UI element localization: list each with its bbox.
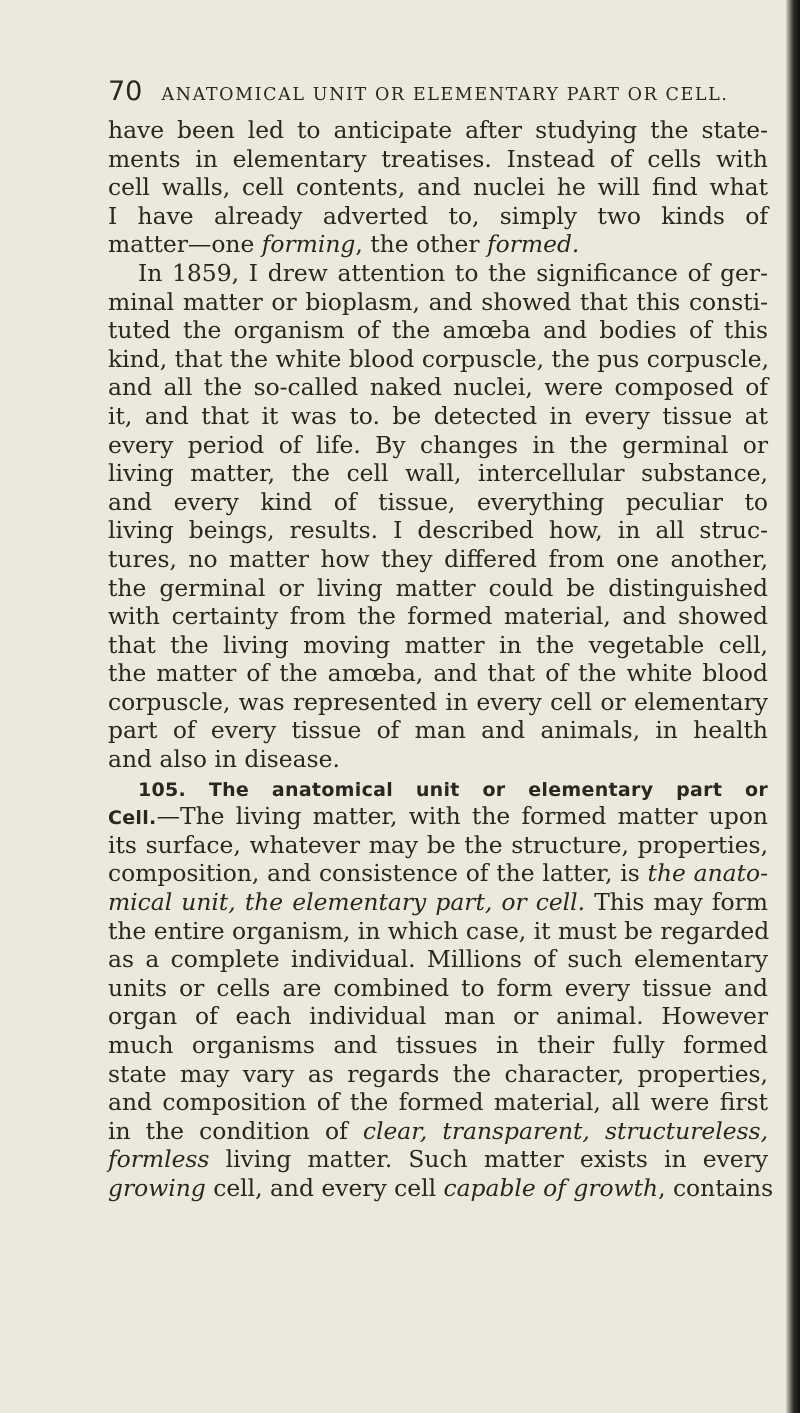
text-line: minal matter or bioplasm, and showed that this consti- [108, 287, 768, 316]
text-line: much organisms and tissues in their fully formed [108, 1031, 768, 1059]
text-line: the entire organism, in which case, it must be regarded [108, 916, 770, 945]
text-line [108, 1117, 768, 1146]
text-span: , contains [658, 1173, 774, 1202]
section-heading-line [108, 774, 768, 803]
text-line: I have already adverted to, simply two kinds of [108, 201, 768, 230]
text-line: tuted the organism of the amœba and bodies of this [108, 316, 768, 345]
text-span: matter—one [108, 230, 262, 259]
text-line: In 1859, I drew attention to the significance of ger- [138, 258, 768, 287]
running-head [108, 76, 758, 110]
text-line: organ of each individual man or animal. However [108, 1002, 768, 1031]
italic-text: growing [108, 1173, 206, 1202]
page-edge [786, 0, 800, 1413]
text-line: and also in disease. [108, 745, 340, 774]
italic-text: capable of growth [443, 1173, 659, 1202]
text-line: it, and that it was to. be detected in every tissue at [108, 401, 768, 430]
text-line: part of every tissue of man and animals, in health [108, 716, 768, 745]
text-line: the germinal or living matter could be distinguished [108, 573, 768, 602]
text-span: in the condition of [108, 1116, 363, 1145]
text-line: units or cells are combined to form every tissue and [108, 973, 768, 1002]
text-line: ments in elementary treatises. Instead of cells with [108, 144, 768, 173]
text-line: corpuscle, was represented in every cell or elementary [108, 687, 768, 716]
text-line [108, 888, 768, 917]
italic-text: mical unit, the elementary part, or cell. [108, 888, 586, 917]
italic-text: formed. [487, 230, 580, 259]
body-text [108, 116, 774, 1203]
text-line: have been led to anticipate after studying the state- [108, 116, 768, 144]
italic-text: the anato- [647, 859, 768, 888]
text-span: living matter. Such matter exists in every [209, 1145, 768, 1174]
text-line [108, 1173, 774, 1203]
text-line: its surface, whatever may be the structure, properties, [108, 830, 768, 859]
text-line [108, 230, 768, 259]
italic-text: clear, transparent, structureless, [362, 1116, 769, 1145]
text-span: composition, and consistence of the latter, is [108, 859, 648, 888]
text-line: tures, no matter how they differed from one another, [108, 544, 768, 573]
text-span: This may form [585, 888, 768, 917]
text-span: —The living matter, with the formed matter upon [156, 802, 768, 831]
text-line [108, 1145, 768, 1174]
page-number: 70 [108, 76, 143, 107]
section-heading: 105. The anatomical unit or elementary part or [138, 778, 768, 801]
text-line: the matter of the amœba, and that of the white blood [108, 659, 768, 688]
text-line: cell walls, cell contents, and nuclei he will find what [108, 173, 768, 202]
text-line: state may vary as regards the character, properties, [108, 1059, 768, 1088]
text-line: living beings, results. I described how, in all struc- [108, 516, 768, 545]
text-line: and composition of the formed material, all were first [108, 1088, 768, 1117]
italic-text: forming [261, 230, 356, 259]
text-span: cell, and every cell [205, 1173, 444, 1202]
text-line: and every kind of tissue, everything peculiar to [108, 487, 768, 516]
text-line: with certainty from the formed material, and showed [108, 602, 768, 631]
text-line: living matter, the cell wall, intercellular substance, [108, 459, 768, 488]
section-heading-cont: Cell. [108, 807, 157, 830]
text-line [108, 859, 768, 888]
text-line: that the living moving matter in the vegetable cell, [108, 630, 768, 659]
text-line: and all the so-called naked nuclei, were composed of [108, 373, 768, 402]
text-line: every period of life. By changes in the germinal or [108, 430, 768, 459]
running-head-title: ANATOMICAL UNIT OR ELEMENTARY PART OR CELL. [161, 85, 729, 105]
text-line [108, 802, 768, 831]
text-span: , the other [355, 230, 488, 259]
text-line: kind, that the white blood corpuscle, the pus corpuscle, [108, 344, 770, 373]
italic-text: formless [108, 1145, 210, 1174]
text-line: as a complete individual. Millions of such elementary [108, 945, 768, 974]
